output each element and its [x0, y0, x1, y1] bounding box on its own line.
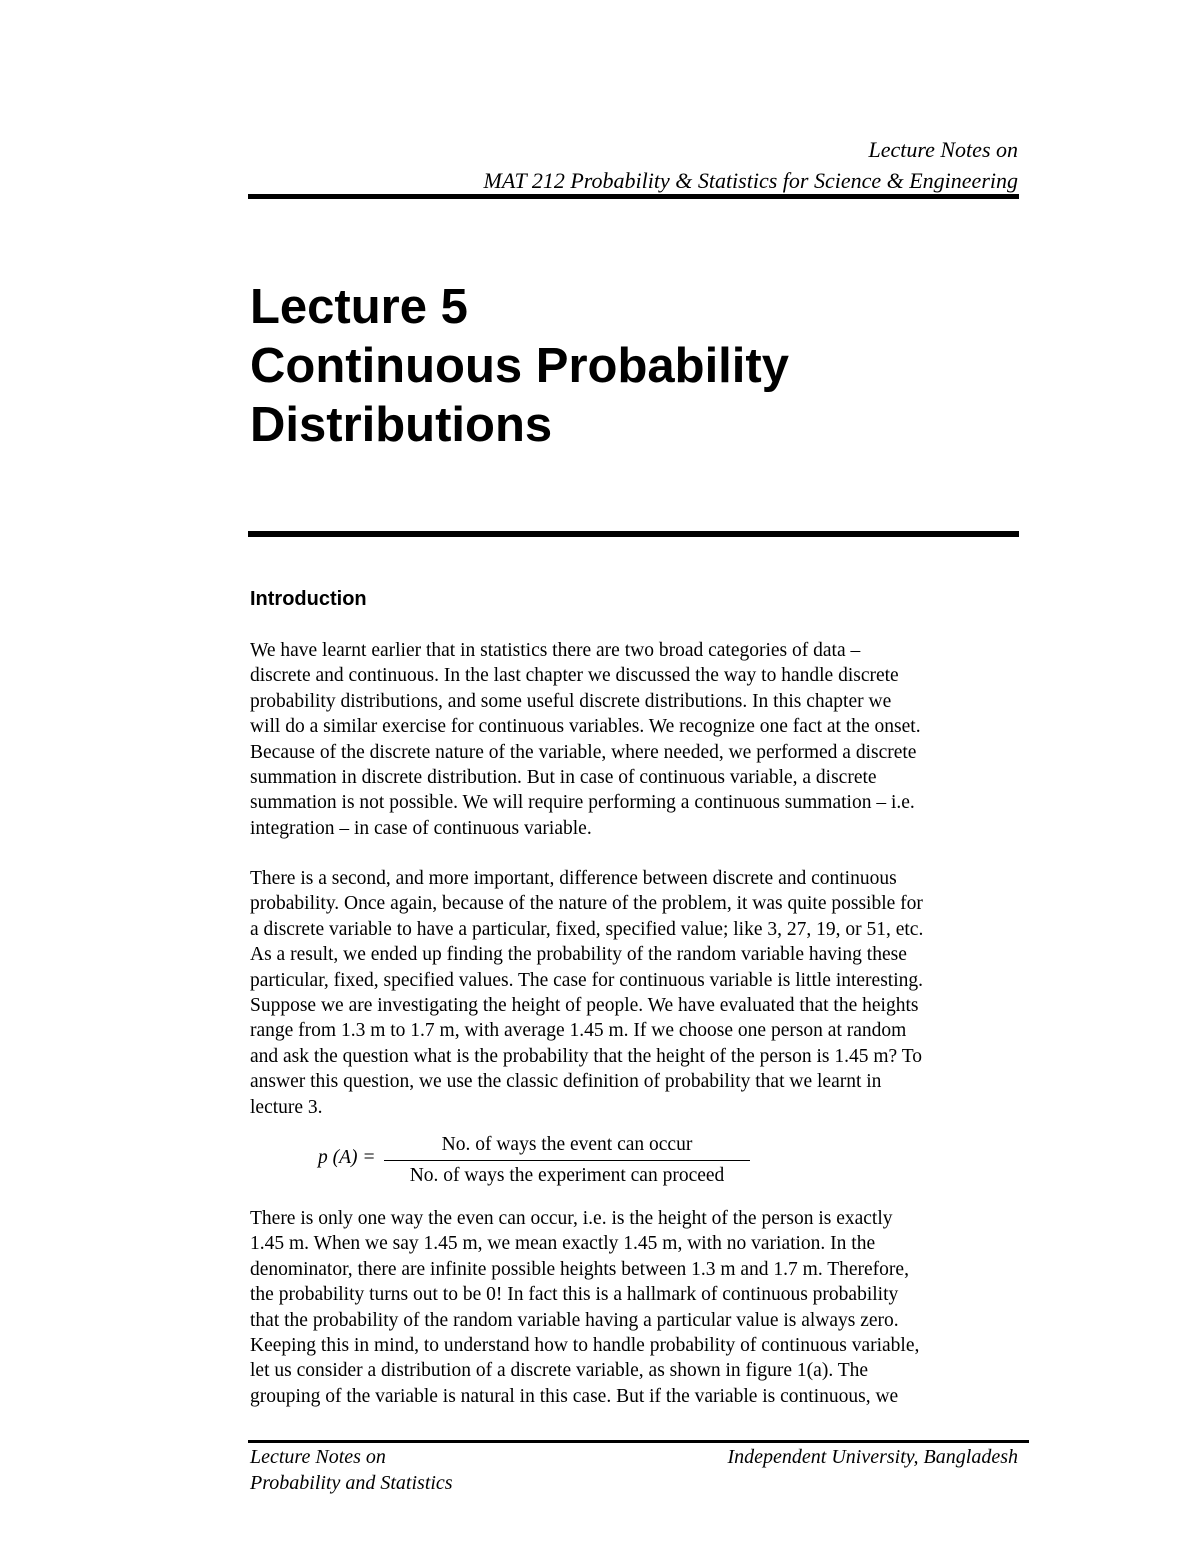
header-course-title: MAT 212 Probability & Statistics for Science & Engineering — [483, 168, 1018, 193]
footer-institution: Independent University, Bangladesh — [727, 1446, 1018, 1468]
paragraph-line: particular, fixed, specified values. The case for continuous variable is little interesting. — [250, 969, 924, 991]
paragraph-3 — [250, 1206, 1020, 1409]
paragraph-line: summation in discrete distribution. But in case of continuous variable, a discrete — [250, 767, 877, 789]
formula-denominator: No. of ways the experiment can proceed — [409, 1165, 725, 1186]
paragraph-line: We have learnt earlier that in statistics there are two broad categories of data – — [250, 640, 861, 661]
footer-left — [250, 1444, 453, 1496]
paragraph-line: There is a second, and more important, difference between discrete and continuous — [250, 868, 897, 889]
formula-fraction — [384, 1131, 750, 1189]
title-line-2: Continuous Probability — [250, 339, 789, 393]
paragraph-line: that the probability of the random variable having a particular value is always zero. — [250, 1309, 899, 1331]
paragraph-line: Suppose we are investigating the height of people. We have evaluated that the heights — [250, 995, 919, 1017]
title-line-3: Distributions — [250, 398, 553, 452]
paragraph-line: will do a similar exercise for continuous variables. We recognize one fact at the onset. — [250, 716, 921, 738]
paragraph-line: answer this question, we use the classic definition of probability that we learnt in — [250, 1071, 882, 1093]
paragraph-line: range from 1.3 m to 1.7 m, with average 1.45 m. If we choose one person at random — [250, 1020, 907, 1042]
paragraph-1 — [250, 638, 1020, 841]
paragraph-line: summation is not possible. We will require performing a continuous summation – i.e. — [250, 792, 915, 814]
footer-left-line-2: Probability and Statistics — [250, 1472, 453, 1494]
header-divider — [248, 194, 1019, 199]
paragraph-2 — [250, 866, 1020, 1120]
lecture-title — [250, 278, 789, 455]
footer-divider — [248, 1440, 1029, 1443]
paragraph-line: Because of the discrete nature of the variable, where needed, we performed a discrete — [250, 741, 917, 763]
paragraph-line: probability. Once again, because of the nature of the problem, it was quite possible for — [250, 893, 923, 915]
paragraph-line: integration – in case of continuous variable. — [250, 817, 592, 839]
paragraph-line: discrete and continuous. In the last chapter we discussed the way to handle discrete — [250, 665, 899, 687]
fraction-bar — [384, 1160, 750, 1161]
formula-numerator: No. of ways the event can occur — [441, 1134, 693, 1155]
paragraph-line: let us consider a distribution of a discrete variable, as shown in figure 1(a). The — [250, 1360, 869, 1382]
paragraph-line: and ask the question what is the probability that the height of the person is 1.45 m? To — [250, 1045, 922, 1067]
formula-lhs: p (A) = — [318, 1147, 376, 1168]
paragraph-line: 1.45 m. When we say 1.45 m, we mean exactly 1.45 m, with no variation. In the — [250, 1233, 876, 1255]
paragraph-line: probability distributions, and some useful discrete distributions. In this chapter we — [250, 690, 892, 712]
running-header — [248, 134, 1018, 196]
paragraph-line: a discrete variable to have a particular, fixed, specified value; like 3, 27, 19, or 51, etc. — [250, 918, 924, 940]
title-line-1: Lecture 5 — [250, 280, 468, 334]
section-heading: Introduction — [250, 588, 367, 610]
footer-left-line-1: Lecture Notes on — [250, 1446, 386, 1468]
title-divider — [248, 531, 1019, 537]
paragraph-line: lecture 3. — [250, 1096, 323, 1118]
header-line-1: Lecture Notes on — [868, 137, 1018, 162]
paragraph-line: the probability turns out to be 0! In fact this is a hallmark of continuous probability — [250, 1284, 899, 1306]
paragraph-line: There is only one way the even can occur, i.e. is the height of the person is exactly — [250, 1208, 893, 1229]
paragraph-line: grouping of the variable is natural in this case. But if the variable is continuous, we — [250, 1385, 899, 1407]
paragraph-line: denominator, there are infinite possible heights between 1.3 m and 1.7 m. Therefore, — [250, 1258, 909, 1280]
paragraph-line: Keeping this in mind, to understand how to handle probability of continuous variable, — [250, 1335, 920, 1357]
paragraph-line: As a result, we ended up finding the probability of the random variable having these — [250, 944, 907, 966]
